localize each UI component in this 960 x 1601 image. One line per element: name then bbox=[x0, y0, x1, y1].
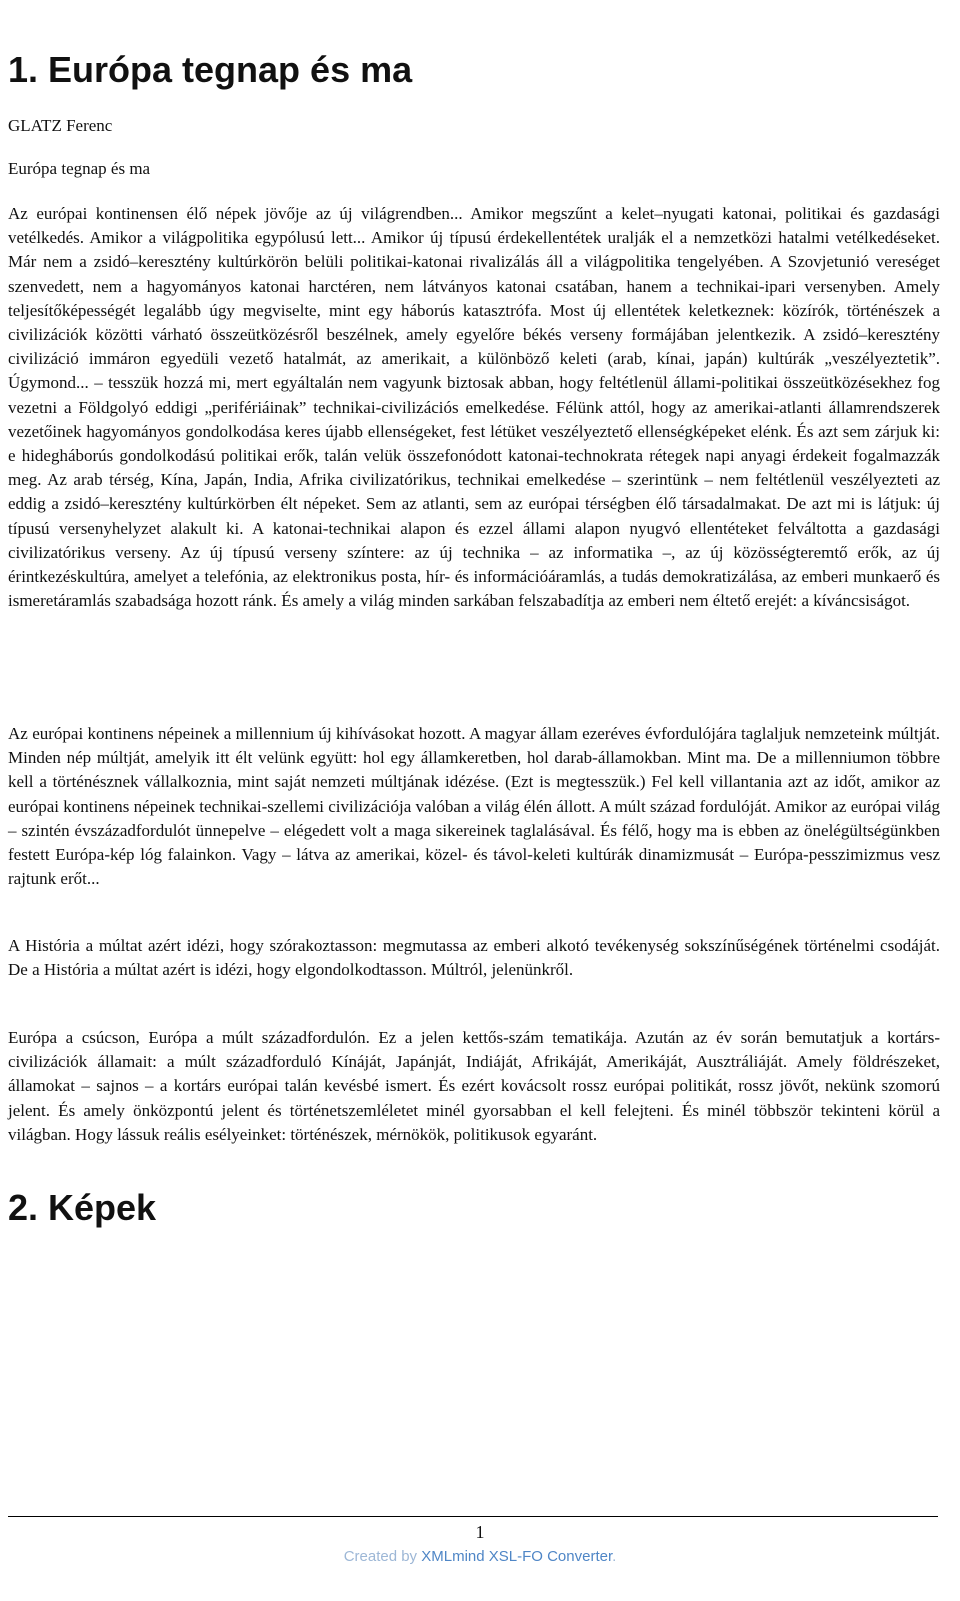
paragraph-3: A História a múltat azért idézi, hogy szórakoztasson: megmutassa az emberi alkotó tevékenység sokszínűségének történelmi csodáját. De a História a múltat azért is idézi, hogy elgondolkodtasson. Múltról, jelenünkről. bbox=[8, 936, 940, 980]
section-heading-1: 1. Európa tegnap és ma bbox=[8, 49, 413, 90]
paragraph-1: Az európai kontinensen élő népek jövője az új világrendben... Amikor megszűnt a kelet–nyugati katonai, politikai és gazdasági vetélkedés. Amikor a világpolitika egypólusú lett... Amikor új típusú érdekellentétek uralják el a nemzetközi hatalmi vetélkedéseket. Már nem a zsidó–keresztény kultúrkörön belüli politikai-katonai rivalizálás áll a világpolitika tengelyében. A Szovjetunió vereséget szenvedett, nem a hagyományos katonai harctéren, nem látványos katonai csatában, hanem a technikai-ipari versenyben. Amely teljesítőképességét legalább úgy megviselte, mint egy háborús katasztrófa. Most új ellentétek keletkeznek: közírók, történészek a civilizációk közötti várható összeütközésről beszélnek, amely egyelőre békés verseny formájában jelentkezik. A zsidó–keresztény civilizáció immáron egyedüli vezető hatalmát, az amerikait, a különböző keleti (arab, kínai, japán) kultúrák „veszélyeztetik”. Úgymond... – tesszük hozzá mi, mert egyáltalán nem vagyunk biztosak abban, hogy feltétlenül állami-politikai összeütközésekhez fog vezetni a Földgolyó eddigi „perifériáinak” technikai-civilizációs emelkedése. Félünk attól, hogy az amerikai-atlanti államrendszerek vezetőinek hagyományos gondolkodása keres újabb ellenségeket, fest létüket veszélyeztető ellenségképeket elénk. És azt sem zárjuk ki: e hidegháborús gondolkodású politikai erők, talán velük összefonódott katonai-technokrata rétegek napi anyagi érdekeit fogalmazzák meg. Az arab térség, Kína, Japán, India, Afrika civilizatórikus, technikai emelkedése – szerintünk – nem feltétlenül veszélyezteti az eddig a zsidó–keresztény kultúrkörben élt népeket. Sem az atlanti, sem az európai térségben élő társadalmakat. De azt mi is látjuk: új típusú versenyhelyzet alakult ki. A katonai-technikai alapon és ezzel állami alapon nyugvó ellentéteket felváltotta a gazdasági civilizatórikus verseny. Az új típusú verseny színtere: az új technika – az informatika –, az új közösségteremtő erők, az új érintkezéskultúra, amelyet a telefónia, az elektronikus posta, hír- és információáramlás, a tudás demokratizálása, az emberi munkaerő és ismeretáramlás szabadsága hozott ránk. És amely a világ minden sarkában felszabadítja az emberi nem éltető erejét: a kíváncsiságot. bbox=[8, 204, 940, 611]
article-subtitle: Európa tegnap és ma bbox=[8, 159, 151, 178]
footer-divider bbox=[8, 1516, 938, 1517]
credit-suffix: . bbox=[612, 1548, 617, 1565]
page-number: 1 bbox=[475, 1522, 485, 1542]
author-name: GLATZ Ferenc bbox=[8, 116, 113, 135]
paragraph-2: Az európai kontinens népeinek a millennium új kihívásokat hozott. A magyar állam ezeréves évfordulójára taglaljuk nemzeteink múltját. Minden nép múltját, amelyik itt élt velünk együtt: hol egy államkeretben, hol darab-államokban. Mint ma. De a millenniumon többre kell a történésznek vállalkoznia, mint saját nemzeti múltjának idézése. (Ezt is megtesszük.) Fel kell villantania azt az időt, amikor az európai kontinens népeinek technikai-szellemi civilizációja valóban a világ élén állott. A múlt század fordulóját. Amikor az európai világ – szintén évszázadfordulót ünnepelve – elégedett volt a maga sikereinek taglalásával. És félő, hogy ma is ebben az önelégültségünkben festett Európa-kép lóg falainkon. Vagy – látva az amerikai, közel- és távol-keleti kultúrák dinamizmusát – Európa-pesszimizmus vesz rajtunk erőt... bbox=[8, 724, 940, 889]
paragraph-4: Európa a csúcson, Európa a múlt századfordulón. Ez a jelen kettős-szám tematikája. Azután az év során bemutatjuk a kortárs-civilizációk államait: a múlt századforduló Kínáját, Japánját, Indiáját, Afrikáját, Amerikáját, Ausztráliáját. Amely földrészeket, államokat – sajnos – a kortárs európai talán kevésbé ismert. És ezért kovácsolt rossz európai politikát, rossz jövőt, nekünk szomorú jelent. És amely önközpontú jelent és történetszemléletet minél gyorsabban el kell felejteni. És minél többször tekinteni körül a világban. Hogy lássuk reális esélyeinket: történészek, mérnökök, politikusok egyaránt. bbox=[8, 1028, 940, 1144]
section-heading-2: 2. Képek bbox=[8, 1187, 157, 1228]
converter-link[interactable]: XMLmind XSL-FO Converter bbox=[421, 1548, 613, 1565]
converter-credit bbox=[0, 1547, 960, 1567]
credit-prefix: Created by bbox=[343, 1548, 422, 1565]
